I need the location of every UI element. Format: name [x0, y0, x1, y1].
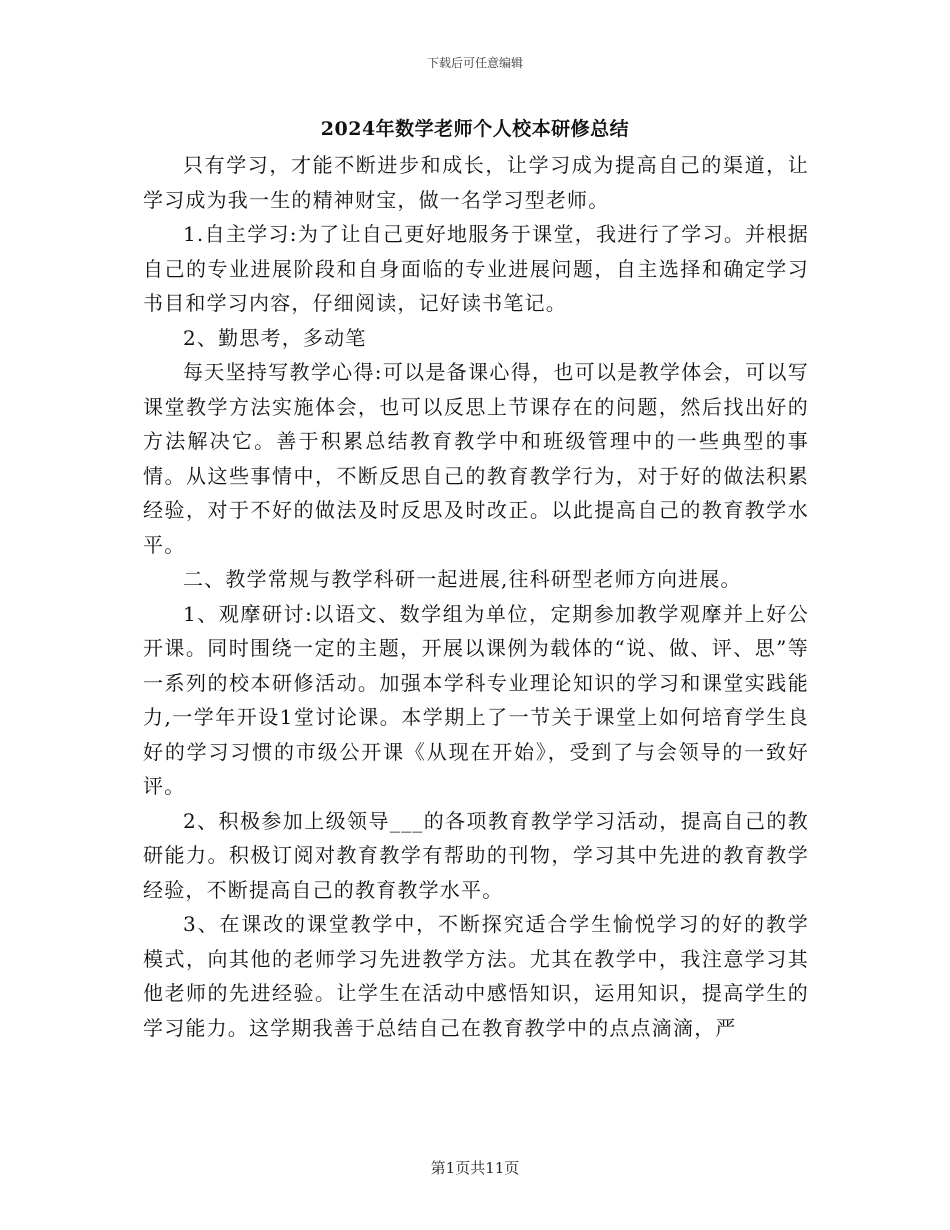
- document-body: [143, 148, 809, 1045]
- paragraph-observation: 1、观摩研讨:以语文、数学组为单位，定期参加教学观摩并上好公开课。同时围绕一定的主题，开展以课例为载体的“说、做、评、思”等一系列的校本研修活动。加强本学科专业理论知识的学习和课堂实践能力,一学年开设1堂讨论课。本学期上了一节关于课堂上如何培育学生良好的学习习惯的市级公开课《从现在开始》，受到了与会领导的一致好评。: [143, 601, 809, 798]
- paragraph-daily-reflection: 每天坚持写教学心得:可以是备课心得，也可以是教学体会，可以写课堂教学方法实施体会，也可以反思上节课存在的问题，然后找出好的方法解决它。善于积累总结教育教学中和班级管理中的一些典型的事情。从这些事情中，不断反思自己的教育教学行为，对于好的做法积累经验，对于不好的做法及时反思及时改正。以此提高自己的教育教学水平。: [143, 360, 809, 557]
- paragraph-curriculum-reform: 3、在课改的课堂教学中，不断探究适合学生愉悦学习的好的教学模式，向其他的老师学习先进教学方法。尤其在教学中，我注意学习其他老师的先进经验。让学生在活动中感悟知识，运用知识，提高学生的学习能力。这学期我善于总结自己在教育教学中的点点滴滴，严: [143, 912, 809, 1040]
- paragraph-activities: 2、积极参加上级领导___的各项教育教学学习活动，提高自己的教研能力。积极订阅对教育教学有帮助的刊物，学习其中先进的教育教学经验，不断提高自己的教育教学水平。: [143, 808, 809, 902]
- paragraph-intro: 只有学习，才能不断进步和成长，让学习成为提高自己的渠道，让学习成为我一生的精神财宝，做一名学习型老师。: [143, 153, 809, 212]
- page-header-note: 下载后可任意编辑: [426, 56, 523, 70]
- page-footer-number: 第1页共11页: [430, 1159, 520, 1177]
- paragraph-self-study: 1.自主学习:为了让自己更好地服务于课堂，我进行了学习。并根据自己的专业进展阶段和自身面临的专业进展问题，自主选择和确定学习书目和学习内容，仔细阅读，记好读书笔记。: [143, 222, 809, 315]
- document-title: 2024年数学老师个人校本研修总结: [320, 118, 630, 140]
- paragraph-section-two-heading: 二、教学常规与教学科研一起进展,往科研型老师方向进展。: [183, 567, 742, 591]
- paragraph-think-write-heading: 2、勤思考，多动笔: [183, 325, 367, 350]
